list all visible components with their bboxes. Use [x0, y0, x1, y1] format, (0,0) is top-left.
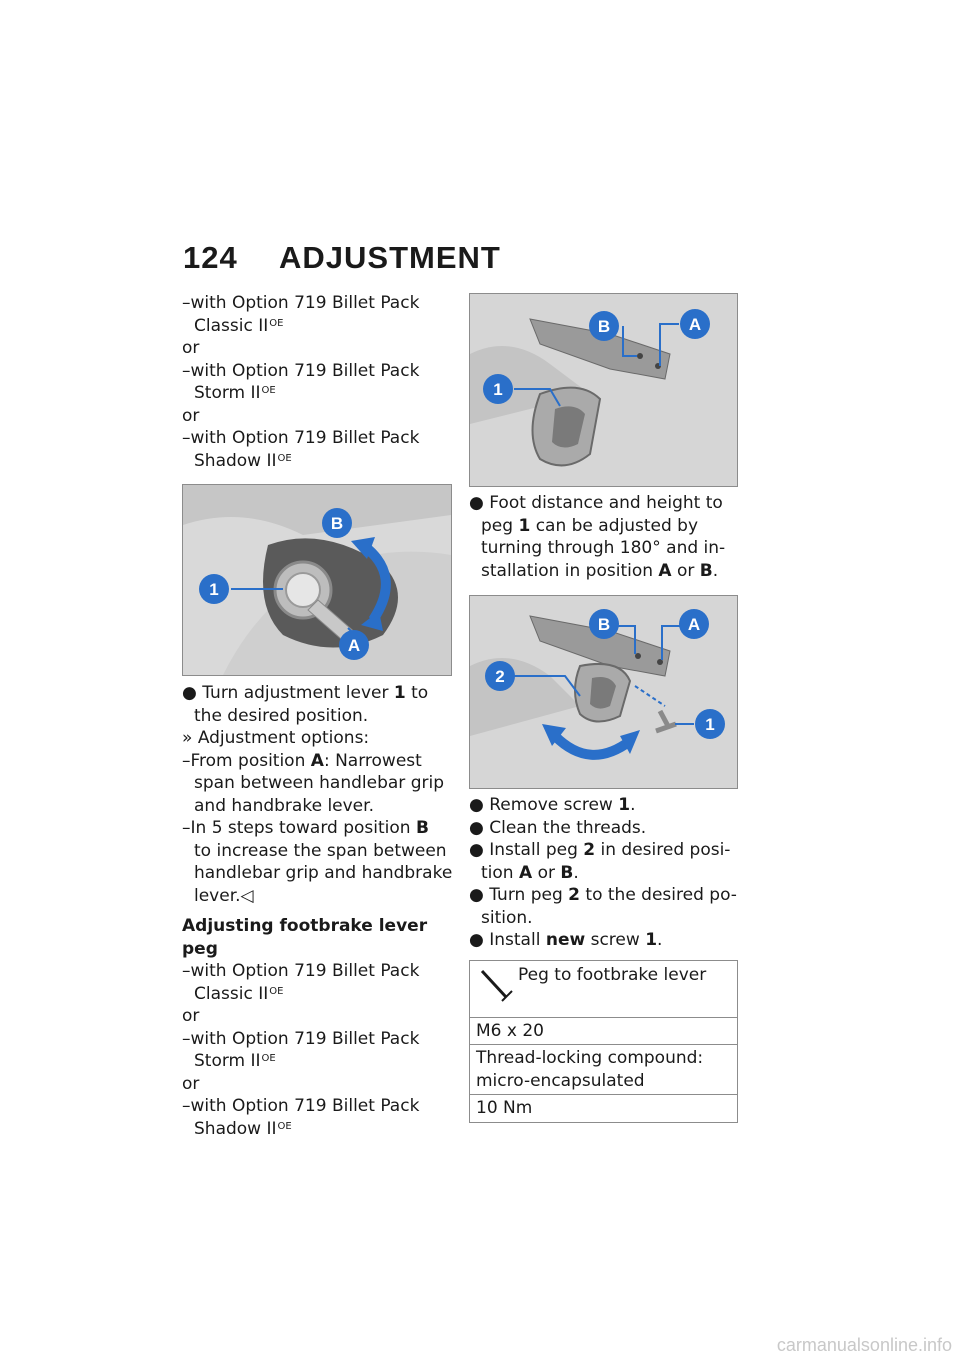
option-line — [182, 960, 452, 983]
bullet-text: in desired posi- — [600, 840, 731, 860]
ref-letter: B — [699, 560, 713, 581]
result-text: Adjustment options: — [197, 728, 370, 748]
spec-row — [470, 1044, 737, 1094]
option-text: Storm II — [194, 383, 261, 403]
bullet-text: Install peg — [489, 840, 578, 860]
option-line — [182, 983, 452, 1006]
bullet-text: Clean the threads. — [489, 817, 647, 838]
option-detail — [182, 817, 452, 840]
bullet-text: Remove screw — [489, 795, 613, 815]
callout-b: B — [597, 615, 611, 634]
option-text: with Option 719 Billet Pack — [190, 428, 420, 448]
callout-1: 1 — [209, 580, 219, 599]
ref-number: 2 — [583, 840, 596, 860]
result-line: » Adjustment options: — [182, 728, 370, 748]
option-line — [182, 315, 452, 338]
instruction-bullet: ● Turn peg 2 to the desired po- — [469, 885, 737, 905]
instruction-bullet: ● Foot distance and height to — [469, 493, 723, 513]
oe-superscript: OE — [269, 317, 284, 329]
bullet-text: . — [630, 795, 636, 815]
or-text: or — [182, 338, 200, 358]
ref-letter: B — [415, 818, 429, 838]
option-text: with Option 719 Billet Pack — [190, 293, 420, 313]
instruction-bullet: the desired position. — [194, 705, 369, 726]
detail-text: : Narrowest — [323, 750, 422, 771]
instruction-bullet: sition. — [481, 907, 533, 928]
option-text: Classic II — [194, 315, 269, 336]
oe-superscript: OE — [277, 1120, 292, 1132]
option-text: with Option 719 Billet Pack — [190, 1028, 420, 1049]
instruction-bullet: ● Remove screw 1. — [469, 795, 636, 815]
option-text: with Option 719 Billet Pack — [190, 1096, 420, 1116]
option-line — [182, 382, 452, 405]
option-detail: span between handlebar grip — [194, 773, 444, 793]
ref-letter: A — [518, 862, 533, 883]
callout-1: 1 — [705, 715, 715, 734]
spec-row: M6 x 20 — [470, 1017, 737, 1045]
instruction-bullet — [469, 862, 739, 885]
spec-text: micro-encapsulated — [476, 1070, 645, 1091]
spec-header — [470, 961, 737, 1017]
option-line — [182, 1118, 452, 1141]
emphasis-text: new — [545, 930, 586, 950]
handbrake-lever-figure — [182, 484, 452, 676]
option-line — [182, 1050, 452, 1073]
ref-letter: A — [658, 560, 672, 581]
section-heading: Adjusting footbrake lever peg — [182, 916, 428, 959]
bullet-text: Foot distance and height to — [489, 493, 723, 513]
ref-number: 1 — [518, 515, 531, 536]
option-line — [182, 427, 452, 450]
option-text: with Option 719 Billet Pack — [190, 961, 420, 981]
oe-superscript: OE — [269, 985, 284, 997]
bullet-text: peg — [481, 515, 514, 536]
option-line — [182, 292, 452, 315]
option-detail: to increase the span between — [194, 840, 447, 861]
option-detail: handlebar grip and handbrake — [194, 863, 453, 883]
page-title: ADJUSTMENT — [279, 240, 501, 275]
bullet-text: . — [712, 560, 719, 581]
option-text: Shadow II — [194, 1118, 277, 1139]
option-text: Shadow II — [194, 450, 277, 471]
detail-text: In 5 steps toward position — [190, 818, 411, 838]
torque-wrench-icon — [478, 967, 514, 1007]
footbrake-peg-position-figure — [469, 293, 738, 487]
end-triangle-icon: ◁ — [240, 885, 254, 906]
detail-text: From position — [190, 750, 306, 771]
page-header — [183, 240, 501, 276]
instruction-bullet — [469, 560, 739, 583]
instruction-bullet: ● Turn adjustment lever 1 to — [182, 683, 429, 703]
footbrake-peg-install-figure — [469, 595, 738, 789]
option-line — [182, 360, 452, 383]
bullet-text: Turn adjustment lever — [202, 683, 389, 703]
callout-a: A — [688, 315, 702, 334]
bullet-text: can be adjusted by — [535, 515, 699, 536]
bullet-text: stallation in position — [481, 560, 654, 581]
watermark: carmanualsonline.info — [776, 1335, 952, 1355]
bullet-text: to — [411, 683, 429, 703]
oe-superscript: OE — [277, 452, 292, 464]
left-column — [182, 292, 452, 1140]
instruction-bullet — [469, 515, 739, 538]
right-column — [469, 292, 739, 1123]
or-text: or — [182, 405, 200, 426]
bullet-text: Install — [489, 930, 541, 950]
bullet-text: to the desired po- — [585, 885, 737, 905]
option-text: Classic II — [194, 983, 269, 1004]
spec-row: 10 Nm — [470, 1094, 737, 1122]
option-text: Storm II — [194, 1051, 261, 1071]
instruction-bullet: turning through 180° and in- — [481, 538, 726, 558]
ref-number: 1 — [645, 930, 658, 950]
bullet-text: or — [677, 560, 695, 581]
or-text: or — [182, 1073, 200, 1094]
bullet-text: screw — [590, 930, 640, 950]
bullet-text: Turn peg — [489, 885, 563, 905]
ref-number: 1 — [393, 683, 406, 703]
option-line — [182, 450, 452, 473]
ref-letter: B — [560, 862, 574, 883]
callout-1: 1 — [493, 380, 503, 399]
callout-2: 2 — [495, 667, 505, 686]
option-line — [182, 1095, 452, 1118]
instruction-bullet: ● Install new screw 1. — [469, 930, 663, 950]
page-number: 124 — [183, 240, 238, 275]
detail-text: lever. — [194, 885, 241, 906]
option-detail — [182, 750, 452, 773]
or-text: or — [182, 1006, 200, 1026]
spec-text: Thread-locking compound: — [476, 1048, 704, 1068]
bullet-text: . — [657, 930, 663, 950]
spec-title: Peg to footbrake lever — [518, 964, 707, 985]
callout-b: B — [330, 514, 344, 533]
option-detail — [182, 885, 452, 908]
instruction-bullet: ● Install peg 2 in desired posi- — [469, 840, 731, 860]
oe-superscript: OE — [261, 385, 276, 396]
instruction-bullet: ● Clean the threads. — [469, 817, 647, 838]
callout-a: A — [347, 636, 361, 655]
bullet-text: tion — [481, 862, 514, 883]
bullet-text: or — [537, 862, 555, 883]
callout-b: B — [597, 317, 611, 336]
bullet-text: . — [573, 862, 579, 883]
torque-spec-table — [469, 960, 738, 1123]
option-text: with Option 719 Billet Pack — [190, 360, 420, 381]
option-line — [182, 1028, 452, 1051]
oe-superscript: OE — [261, 1053, 276, 1064]
ref-number: 2 — [568, 885, 580, 905]
ref-letter: A — [310, 750, 324, 771]
option-detail: and handbrake lever. — [194, 795, 374, 816]
callout-a: A — [687, 615, 701, 634]
ref-number: 1 — [618, 795, 631, 815]
